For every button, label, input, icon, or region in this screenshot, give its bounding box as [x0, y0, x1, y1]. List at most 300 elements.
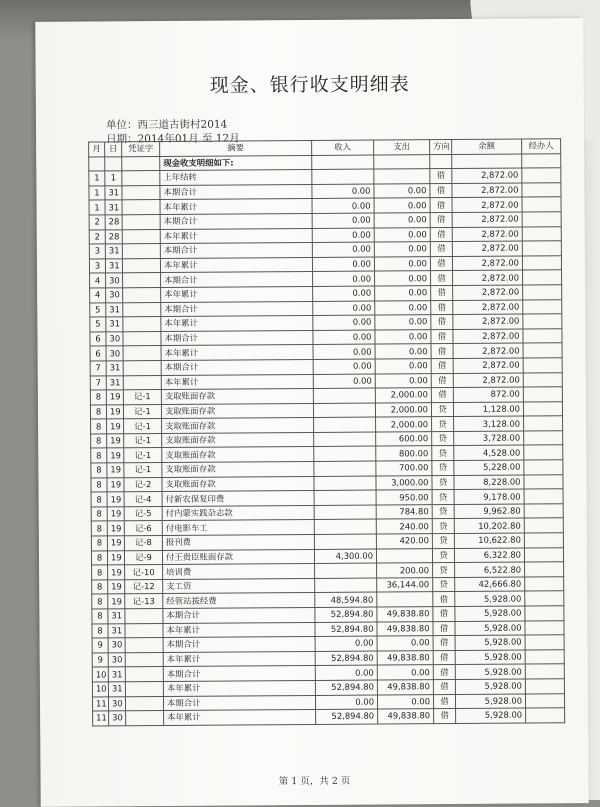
- cell-income: 52,894.80: [316, 709, 378, 724]
- cell-direction: 借: [431, 300, 453, 315]
- cell-summary: 上年结转: [160, 170, 312, 186]
- cell-voucher: 记-4: [124, 492, 162, 507]
- cell-summary: 支取账面存款: [162, 462, 314, 478]
- cell-month: 8: [91, 419, 107, 434]
- cell-summary: 本期合计: [163, 695, 315, 711]
- cell-direction: 贷: [432, 417, 454, 432]
- header-month: 月: [89, 142, 105, 157]
- cell-balance: 9,178.00: [454, 489, 524, 504]
- cell-day: 19: [107, 507, 124, 522]
- cell-day: 31: [108, 609, 125, 624]
- cell-income: [314, 519, 376, 534]
- cell-handler: [525, 679, 564, 694]
- cell-direction: 贷: [432, 534, 454, 549]
- cell-balance: 5,928.00: [455, 679, 525, 694]
- cell-direction: 借: [430, 256, 452, 271]
- cell-summary: 支取账面存款: [162, 432, 314, 448]
- cell-voucher: [122, 244, 160, 259]
- cell-expense: 784.80: [376, 505, 432, 520]
- cell-voucher: 记-1: [124, 419, 162, 434]
- cell-expense: 0.00: [375, 359, 431, 374]
- cell-expense: 800.00: [376, 446, 432, 461]
- cell-balance: 5,928.00: [455, 621, 525, 636]
- cell-income: 0.00: [313, 315, 375, 330]
- cell-income: 0.00: [315, 665, 377, 680]
- cell-summary: 支取账面存款: [161, 389, 313, 405]
- cell-balance: 2,872.00: [453, 329, 523, 344]
- cell-handler: [523, 401, 562, 416]
- cell-income: 4,300.00: [314, 549, 376, 564]
- cell-voucher: 记-6: [124, 521, 162, 536]
- cell-income: 0.00: [315, 695, 377, 710]
- cell-day: 19: [108, 565, 125, 580]
- cell-income: 52,894.80: [315, 622, 377, 637]
- cell-month: 11: [92, 696, 108, 711]
- cell-voucher: [123, 302, 161, 317]
- cell-expense: 0.00: [375, 286, 431, 301]
- cell-balance: 4,528.00: [454, 445, 524, 460]
- cell-balance: 872.00: [453, 387, 523, 402]
- cell-balance: 6,322.80: [454, 548, 524, 563]
- cell-handler: [523, 358, 562, 373]
- cell-balance: 2,872.00: [453, 285, 523, 300]
- cell-day: 30: [106, 273, 123, 288]
- cell-direction: 贷: [432, 519, 454, 534]
- cell-handler: [525, 693, 564, 708]
- cell-voucher: 记-12: [125, 579, 163, 594]
- cell-direction: 借: [430, 212, 452, 227]
- cell-balance: 5,228.00: [454, 460, 524, 475]
- cell-balance: 5,928.00: [455, 635, 525, 650]
- cell-income: 0.00: [313, 359, 375, 374]
- cell-income: 0.00: [312, 228, 374, 243]
- cell-handler: [523, 387, 562, 402]
- cell-month: 8: [92, 580, 108, 595]
- cell-direction: 借: [433, 636, 455, 651]
- cell-voucher: 记-1: [124, 433, 162, 448]
- cell-voucher: [122, 229, 160, 244]
- cell-voucher: [123, 375, 161, 390]
- cell-voucher: [125, 652, 163, 667]
- cell-direction: 借: [430, 183, 452, 198]
- cell-expense: 0.00: [375, 300, 431, 315]
- cell-balance: 5,928.00: [455, 591, 525, 606]
- cell-day: 19: [108, 580, 125, 595]
- cell-month: 8: [92, 594, 108, 609]
- cell-day: 19: [107, 448, 124, 463]
- cell-income: [314, 417, 376, 432]
- cell-voucher: 记-13: [125, 594, 163, 609]
- cell-voucher: [125, 667, 163, 682]
- cell-direction: 贷: [433, 577, 455, 592]
- cell-day: 19: [107, 536, 124, 551]
- cell-handler: [524, 533, 563, 548]
- cell-voucher: [122, 215, 160, 230]
- cell-expense: 49,838.80: [377, 680, 433, 695]
- cell-voucher: [122, 171, 160, 186]
- cell-voucher: [122, 185, 160, 200]
- cell-direction: 借: [431, 358, 453, 373]
- cell-handler: [522, 241, 561, 256]
- cell-income: [314, 505, 376, 520]
- cell-day: 19: [107, 521, 124, 536]
- cell-day: 19: [107, 550, 124, 565]
- cell-direction: 借: [433, 679, 455, 694]
- cell-handler: [524, 416, 563, 431]
- cell-handler: [525, 591, 564, 606]
- cell-expense: [377, 592, 433, 607]
- cell-income: 0.00: [313, 330, 375, 345]
- cell-expense: 420.00: [376, 534, 432, 549]
- cell-summary: 本年累计: [160, 199, 312, 215]
- cell-day: 31: [108, 623, 125, 638]
- cell-balance: 10,202.80: [454, 518, 524, 533]
- cell-handler: [522, 256, 561, 271]
- header-balance: 余额: [452, 139, 522, 154]
- cell-balance: 2,872.00: [452, 212, 522, 227]
- cell-balance: 42,666.80: [455, 577, 525, 592]
- cell-expense: 0.00: [377, 636, 433, 651]
- cell-day: 31: [105, 200, 122, 215]
- cell-income: [313, 403, 375, 418]
- cell-month: 2: [89, 230, 105, 245]
- cell-income: [314, 534, 376, 549]
- cell-summary: 本期合计: [160, 243, 312, 259]
- cell-balance: 8,228.00: [454, 475, 524, 490]
- cell-expense: [374, 169, 430, 184]
- cell-day: 31: [105, 244, 122, 259]
- cell-expense: 200.00: [377, 563, 433, 578]
- cell-voucher: [125, 682, 163, 697]
- cell-balance: 2,872.00: [453, 300, 523, 315]
- cell-month: 8: [92, 565, 108, 580]
- cell-handler: [522, 212, 561, 227]
- cell-month: 4: [90, 273, 106, 288]
- cell-expense: 600.00: [376, 432, 432, 447]
- cell-month: 8: [90, 390, 106, 405]
- cell-summary: 支取账面存款: [161, 403, 313, 419]
- cell-month: 7: [90, 375, 106, 390]
- cell-expense: 0.00: [375, 315, 431, 330]
- document-title: 现金、银行收支明细表: [209, 73, 410, 97]
- cell-voucher: [122, 200, 160, 215]
- cell-summary: 本期合计: [160, 184, 312, 200]
- cell-balance: 2,872.00: [452, 227, 522, 242]
- cell-voucher: 记-1: [124, 463, 162, 478]
- cell-handler: [525, 577, 564, 592]
- cell-month: 10: [92, 682, 108, 697]
- cell-expense: 49,838.80: [377, 650, 433, 665]
- cell-handler: [522, 168, 561, 183]
- cell-direction: 借: [434, 709, 456, 724]
- header-summary: 摘要: [160, 140, 312, 156]
- cell-expense: 0.00: [374, 256, 430, 271]
- cell-summary: 本年累计: [163, 651, 315, 667]
- cell-balance: 9,962.80: [454, 504, 524, 519]
- header-expense: 支出: [374, 140, 430, 155]
- page-footer: 第 1 页，共 2 页: [278, 775, 351, 788]
- cell-income: 0.00: [312, 257, 374, 272]
- cell-income: 0.00: [313, 301, 375, 316]
- cell-balance: 5,928.00: [455, 664, 525, 679]
- cell-month: 1: [89, 171, 105, 186]
- cell-expense: 700.00: [376, 461, 432, 476]
- cell-voucher: [125, 609, 163, 624]
- cell-income: 0.00: [312, 213, 374, 228]
- cell-income: 0.00: [313, 271, 375, 286]
- cell-handler: [525, 620, 564, 635]
- cell-month: 8: [91, 536, 107, 551]
- cell-month: 1: [89, 200, 105, 215]
- cell-income: 48,594.80: [315, 592, 377, 607]
- cell-income: [315, 578, 377, 593]
- cell-balance: 2,872.00: [453, 270, 523, 285]
- cell-voucher: [126, 711, 164, 726]
- cell-direction: 借: [433, 694, 455, 709]
- cell-handler: [524, 547, 563, 562]
- cell-day: 31: [106, 302, 123, 317]
- cell-balance: 2,872.00: [452, 168, 522, 183]
- cell-handler: [524, 445, 563, 460]
- header-voucher: 凭证字: [122, 142, 160, 157]
- cell-direction: 借: [431, 315, 453, 330]
- cell-direction: 借: [433, 607, 455, 622]
- cell-income: 0.00: [312, 184, 374, 199]
- cell-month: 2: [89, 215, 105, 230]
- cell-summary: 本期合计: [160, 213, 312, 229]
- cell-balance: 2,872.00: [453, 358, 523, 373]
- cell-handler: [523, 270, 562, 285]
- cell-income: [313, 388, 375, 403]
- cell-day: 19: [107, 419, 124, 434]
- cell-summary: 本年累计: [161, 345, 313, 361]
- cell-month: 8: [91, 463, 107, 478]
- cell-summary: 本年累计: [163, 680, 315, 696]
- cell-expense: 49,838.80: [377, 607, 433, 622]
- cell-summary: 经管站拔经费: [163, 593, 315, 609]
- cell-day: 30: [106, 332, 123, 347]
- cell-balance: 2,872.00: [452, 183, 522, 198]
- cell-month: 6: [90, 332, 106, 347]
- cell-month: 8: [92, 609, 108, 624]
- cell-month: 9: [92, 638, 108, 653]
- cell-day: 31: [108, 667, 125, 682]
- cell-handler: [526, 708, 565, 723]
- cell-direction: 借: [431, 388, 453, 403]
- cell-summary: 本年累计: [160, 257, 312, 273]
- cell-month: 5: [90, 302, 106, 317]
- cell-expense: 49,838.80: [377, 621, 433, 636]
- cell-income: 0.00: [312, 242, 374, 257]
- cell-handler: [523, 299, 562, 314]
- cell-balance: 2,872.00: [452, 256, 522, 271]
- cell-month: 7: [90, 361, 106, 376]
- cell-handler: [524, 474, 563, 489]
- cell-day: 30: [108, 638, 125, 653]
- cell-balance: 2,872.00: [452, 241, 522, 256]
- header-handler: 经办人: [522, 139, 561, 154]
- cell-summary: 本期合计: [161, 301, 313, 317]
- cell-voucher: [123, 273, 161, 288]
- cell-income: [314, 432, 376, 447]
- header-income: 收入: [312, 140, 374, 155]
- cell-expense: 950.00: [376, 490, 432, 505]
- cell-expense: 49,838.80: [378, 709, 434, 724]
- cell-day: 31: [106, 375, 123, 390]
- cell-summary: 付新农保复印费: [162, 491, 314, 507]
- cell-handler: [523, 314, 562, 329]
- cell-direction: 贷: [433, 563, 455, 578]
- cell-month: 3: [89, 259, 105, 274]
- cell-direction: 贷: [432, 461, 454, 476]
- cell-month: 1: [89, 186, 105, 201]
- cell-income: [314, 476, 376, 491]
- cell-summary: 本期合计: [161, 330, 313, 346]
- cell-month: 8: [91, 434, 107, 449]
- cell-income: 0.00: [312, 198, 374, 213]
- cell-day: 31: [105, 259, 122, 274]
- cell-handler: [522, 226, 561, 241]
- cell-expense: 3,000.00: [376, 475, 432, 490]
- cell-day: 19: [106, 390, 123, 405]
- cell-expense: 36,144.00: [377, 577, 433, 592]
- cell-voucher: [125, 696, 163, 711]
- cell-voucher: [123, 331, 161, 346]
- cell-summary: 本年累计: [163, 622, 315, 638]
- cell-expense: 0.00: [375, 344, 431, 359]
- cell-summary: 报刊费: [162, 535, 314, 551]
- cell-month: 8: [91, 521, 107, 536]
- cell-direction: 借: [433, 621, 455, 636]
- cell-summary: 本期合计: [161, 359, 313, 375]
- cell-month: 6: [90, 346, 106, 361]
- cell-direction: 贷: [432, 504, 454, 519]
- ledger-table: [88, 138, 565, 726]
- cell-direction: 贷: [431, 402, 453, 417]
- cell-day: 30: [106, 346, 123, 361]
- cell-balance: 2,872.00: [453, 373, 523, 388]
- cell-month: 8: [91, 507, 107, 522]
- cell-day: 30: [109, 711, 126, 726]
- cell-expense: 0.00: [374, 198, 430, 213]
- cell-handler: [525, 606, 564, 621]
- cell-expense: 0.00: [377, 694, 433, 709]
- cell-month: 8: [92, 624, 108, 639]
- cell-voucher: [123, 317, 161, 332]
- cell-handler: [523, 285, 562, 300]
- cell-expense: 0.00: [374, 183, 430, 198]
- cell-balance: 6,522.80: [455, 562, 525, 577]
- date-range-label: 日期：2014年01月 至 12月: [106, 132, 240, 146]
- cell-direction: 贷: [432, 548, 454, 563]
- cell-income: 0.00: [315, 636, 377, 651]
- cell-balance: 5,928.00: [455, 650, 525, 665]
- cell-expense: [376, 548, 432, 563]
- cell-day: 19: [107, 477, 124, 492]
- cell-voucher: 记-8: [124, 536, 162, 551]
- cell-handler: [523, 343, 562, 358]
- cell-summary: 支工资: [163, 578, 315, 594]
- cell-voucher: 记-1: [124, 448, 162, 463]
- cell-direction: 借: [431, 285, 453, 300]
- cell-income: 52,894.80: [315, 607, 377, 622]
- cell-handler: [524, 431, 563, 446]
- cell-handler: [525, 562, 564, 577]
- cell-income: [314, 461, 376, 476]
- cell-voucher: [123, 287, 161, 302]
- cell-summary: 本期合计: [163, 666, 315, 682]
- cell-handler: [525, 664, 564, 679]
- cell-day: 30: [106, 288, 123, 303]
- cell-summary: 付王贵臣账面存款: [162, 549, 314, 565]
- cell-balance: 5,928.00: [455, 606, 525, 621]
- cell-summary: 本年累计: [161, 286, 313, 302]
- cell-month: 8: [91, 551, 107, 566]
- cell-day: 19: [107, 434, 124, 449]
- cell-direction: 贷: [432, 475, 454, 490]
- cell-expense: 0.00: [375, 271, 431, 286]
- cell-voucher: 记-2: [124, 477, 162, 492]
- cell-handler: [524, 460, 563, 475]
- cell-summary: 支取账面存款: [162, 476, 314, 492]
- cell-direction: 借: [433, 665, 455, 680]
- cell-month: 10: [92, 667, 108, 682]
- cell-balance: 5,928.00: [455, 694, 525, 709]
- ledger-page: [35, 18, 588, 807]
- cell-handler: [524, 504, 563, 519]
- cell-direction: 贷: [432, 490, 454, 505]
- cell-balance: 5,928.00: [456, 708, 526, 723]
- cell-day: 31: [106, 317, 123, 332]
- header-day: 日: [105, 142, 122, 157]
- section-label: 现金收支明细如下:: [160, 155, 312, 171]
- cell-direction: 借: [430, 169, 452, 184]
- cell-expense: 0.00: [375, 329, 431, 344]
- cell-month: 8: [90, 405, 106, 420]
- cell-income: 52,894.80: [315, 651, 377, 666]
- cell-handler: [522, 197, 561, 212]
- cell-direction: 借: [430, 198, 452, 213]
- cell-direction: 借: [430, 227, 452, 242]
- cell-summary: 培训费: [163, 564, 315, 580]
- cell-day: 19: [106, 405, 123, 420]
- cell-handler: [523, 328, 562, 343]
- cell-balance: 3,128.00: [454, 416, 524, 431]
- cell-month: 8: [91, 448, 107, 463]
- cell-handler: [523, 372, 562, 387]
- cell-direction: 借: [430, 242, 452, 257]
- cell-summary: 支取账面存款: [162, 418, 314, 434]
- cell-handler: [524, 518, 563, 533]
- cell-summary: 本年累计: [161, 374, 313, 390]
- cell-voucher: [123, 346, 161, 361]
- cell-month: 8: [91, 492, 107, 507]
- cell-income: [315, 563, 377, 578]
- cell-balance: 2,872.00: [453, 343, 523, 358]
- cell-balance: 2,872.00: [453, 314, 523, 329]
- cell-income: [314, 447, 376, 462]
- cell-expense: 0.00: [374, 242, 430, 257]
- cell-balance: 1,128.00: [453, 402, 523, 417]
- cell-summary: 付内蒙实践杂志款: [162, 505, 314, 521]
- cell-day: 30: [108, 653, 125, 668]
- cell-voucher: [125, 623, 163, 638]
- cell-expense: 0.00: [377, 665, 433, 680]
- cell-summary: 支取账面存款: [162, 447, 314, 463]
- cell-income: [312, 169, 374, 184]
- cell-summary: 付电影车工: [162, 520, 314, 536]
- cell-summary: 本期合计: [163, 637, 315, 653]
